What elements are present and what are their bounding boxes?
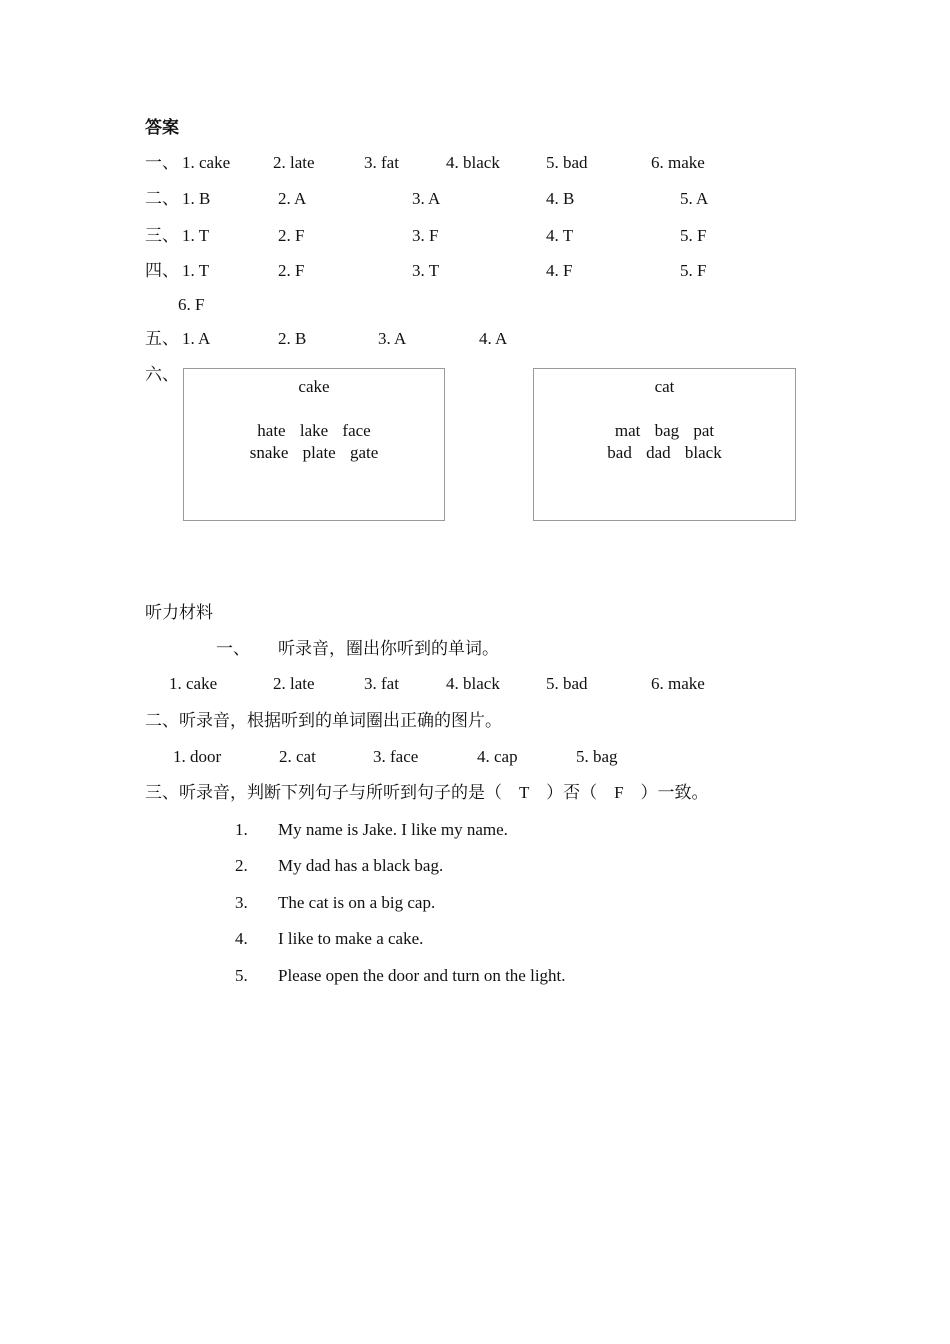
answer-item: 5. bad bbox=[546, 153, 588, 172]
answer-item: 1. B bbox=[182, 189, 211, 208]
answer-item: 1. cake bbox=[182, 153, 231, 172]
word-box-cat bbox=[533, 368, 796, 521]
answer-item: 3. fat bbox=[364, 153, 399, 172]
answer-section-1-label: 一、 bbox=[145, 153, 179, 172]
answer-item: 2. B bbox=[278, 329, 307, 348]
answer-item: 3. F bbox=[412, 226, 439, 245]
answer-item: 2. A bbox=[278, 189, 307, 208]
listening-word: 3. fat bbox=[364, 674, 399, 693]
listening-part-1-label: 一、 bbox=[216, 639, 250, 658]
sentence-text: I like to make a cake. bbox=[278, 929, 424, 948]
answer-item: 1. A bbox=[182, 329, 211, 348]
listening-word: 1. door bbox=[173, 747, 222, 766]
sentence-text: Please open the door and turn on the light. bbox=[278, 966, 566, 985]
sentence-text: The cat is on a big cap. bbox=[278, 893, 436, 912]
listening-word: 3. face bbox=[373, 747, 419, 766]
word-box-row: bad dad black bbox=[607, 443, 722, 462]
answer-section-4-label: 四、 bbox=[145, 261, 179, 280]
answer-heading: 答案 bbox=[145, 118, 179, 137]
sentence-number: 4. bbox=[235, 929, 248, 948]
listening-heading: 听力材料 bbox=[145, 603, 213, 622]
listening-word: 2. late bbox=[273, 674, 315, 693]
answer-item: 3. T bbox=[412, 261, 440, 280]
listening-part-2-instruction: 二、听录音，根据听到的单词圈出正确的图片。 bbox=[145, 711, 502, 730]
answer-item: 4. black bbox=[446, 153, 500, 172]
sentence-number: 1. bbox=[235, 820, 248, 839]
sentence-number: 5. bbox=[235, 966, 248, 985]
sentence-number: 3. bbox=[235, 893, 248, 912]
answer-item: 6. make bbox=[651, 153, 705, 172]
answer-item: 1. T bbox=[182, 226, 210, 245]
listening-word: 6. make bbox=[651, 674, 705, 693]
sentence-text: My name is Jake. I like my name. bbox=[278, 820, 508, 839]
listening-word: 5. bag bbox=[576, 747, 618, 766]
sentence-number: 2. bbox=[235, 856, 248, 875]
word-box-title: cake bbox=[298, 377, 330, 396]
answer-section-5-label: 五、 bbox=[145, 329, 179, 348]
word-box-row: hate lake face bbox=[257, 421, 371, 440]
answer-section-6-label: 六、 bbox=[145, 365, 179, 384]
answer-item: 3. A bbox=[412, 189, 441, 208]
answer-item: 5. F bbox=[680, 261, 707, 280]
answer-item: 2. F bbox=[278, 226, 305, 245]
answer-section-2-label: 二、 bbox=[145, 189, 179, 208]
listening-word: 2. cat bbox=[279, 747, 316, 766]
word-box-row: snake plate gate bbox=[249, 443, 379, 462]
answer-item: 4. F bbox=[546, 261, 573, 280]
sentence-text: My dad has a black bag. bbox=[278, 856, 444, 875]
listening-word: 1. cake bbox=[169, 674, 218, 693]
answer-item: 2. late bbox=[273, 153, 315, 172]
answer-item: 4. T bbox=[546, 226, 574, 245]
listening-word: 4. black bbox=[446, 674, 500, 693]
answer-item: 4. A bbox=[479, 329, 508, 348]
answer-item: 2. F bbox=[278, 261, 305, 280]
listening-part-3-instruction: 三、听录音，判断下列句子与所听到句子的是（ T ）否（ F ）一致。 bbox=[145, 783, 709, 802]
listening-part-1-instruction: 听录音，圈出你听到的单词。 bbox=[278, 639, 499, 658]
answer-section-3-label: 三、 bbox=[145, 226, 179, 245]
word-box-row: mat bag pat bbox=[614, 421, 715, 440]
answer-item: 5. F bbox=[680, 226, 707, 245]
word-box-cake bbox=[183, 368, 445, 521]
word-box-title: cat bbox=[654, 377, 675, 396]
answer-item: 6. F bbox=[178, 295, 205, 314]
answer-item: 3. A bbox=[378, 329, 407, 348]
listening-word: 4. cap bbox=[477, 747, 518, 766]
answer-item: 5. A bbox=[680, 189, 709, 208]
listening-word: 5. bad bbox=[546, 674, 588, 693]
answer-item: 1. T bbox=[182, 261, 210, 280]
answer-item: 4. B bbox=[546, 189, 575, 208]
